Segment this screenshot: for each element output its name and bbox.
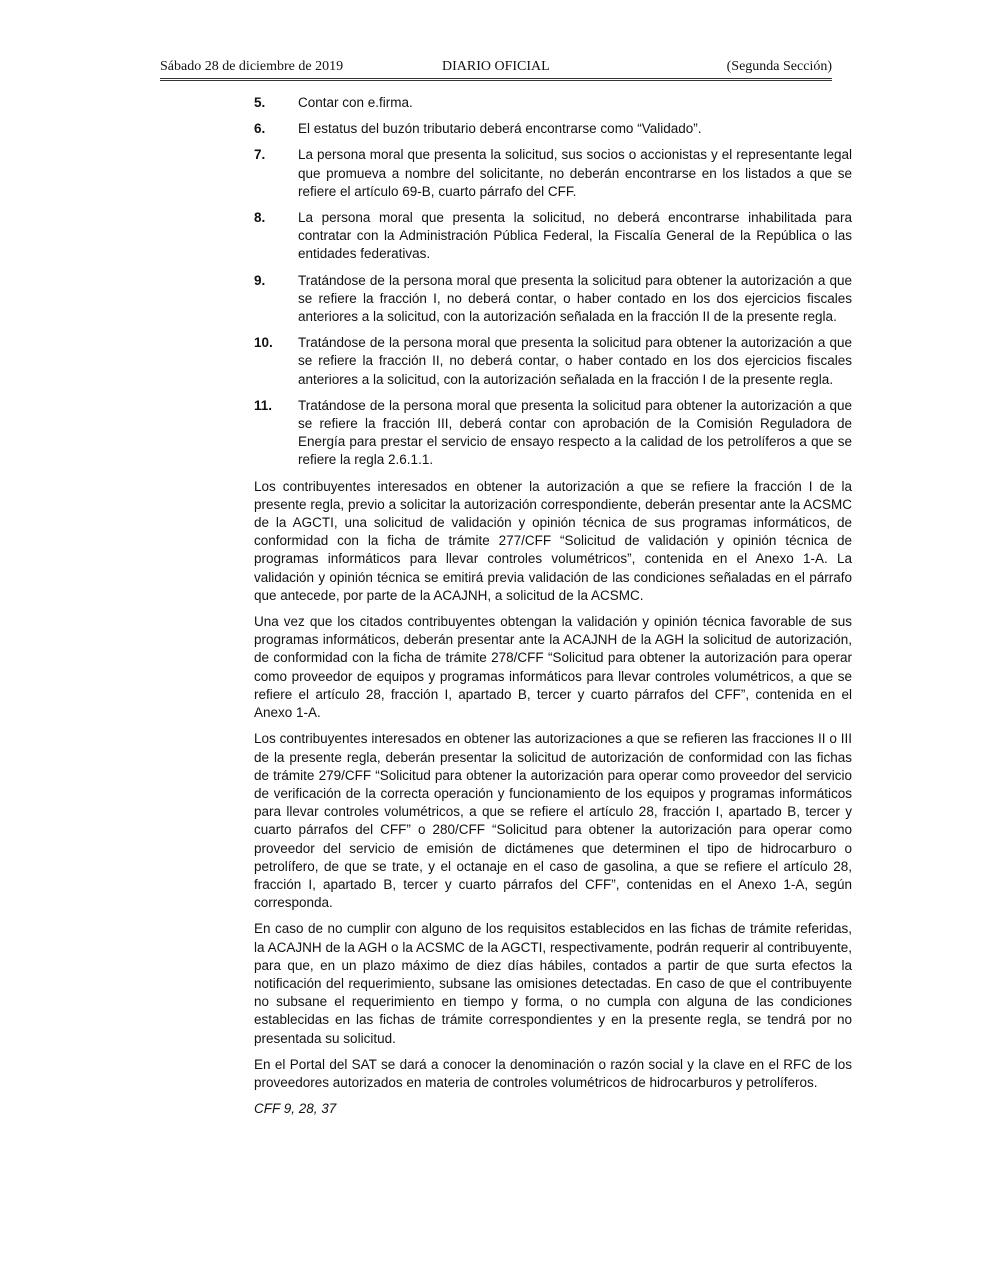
list-item [254,397,852,470]
item-number: 5. [254,95,266,110]
item-text: Contar con e.firma. [298,95,413,110]
list-item [254,120,852,138]
document-body [254,94,852,1118]
list-item [254,334,852,389]
item-text: El estatus del buzón tributario deberá encontrarse como “Validado”. [298,121,702,137]
item-text: La persona moral que presenta la solicitud, no deberá encontrarse inhabilitada para contratar con la Administración Pública Federal, la Fiscalía General de la República o las entidades federativas. [298,210,852,262]
item-text: Tratándose de la persona moral que presenta la solicitud para obtener la autorización a que se refiere la fracción I, no deberá contar, o haber contado en los dos ejercicios fiscales anteriores a la solicitud, con la autorización señalada en la fracción II de la presente regla. [298,272,852,325]
body-paragraph: En el Portal del SAT se dará a conocer la denominación o razón social y la clave en el RFC de los proveedores autorizados en materia de controles volumétricos de hidrocarburos y petrolíferos. [254,1056,852,1090]
list-item [254,94,852,112]
page-header [160,58,832,81]
item-number: 7. [254,147,266,163]
header-date: Sábado 28 de diciembre de 2019 [160,59,344,74]
header-title: DIARIO OFICIAL [442,59,550,74]
item-text: Tratándose de la persona moral que presenta la solicitud para obtener la autorización a que se refiere la fracción III, deberá contar con aprobación de la Comisión Reguladora de Energía para prestar el servicio de ensayo respecto a la calidad de los petrolíferos a que se refiere la regla 2.6.1.1. [298,397,852,468]
legal-reference: CFF 9, 28, 37 [254,1101,337,1117]
item-number: 9. [254,272,266,288]
list-item [254,272,852,327]
item-number: 8. [254,210,266,226]
item-number: 10. [254,335,273,351]
body-paragraph: En caso de no cumplir con alguno de los requisitos establecidos en las fichas de trámite referidas, la ACAJNH de la AGH o la ACSMC de la AGCTI, respectivamente, podrán requerir al contribuyente, para que, en un plazo máximo de diez días hábiles, contados a partir de que surta efectos la notificación del requerimiento, subsane las omisiones detectadas. En caso de que el contribuyente no subsane el requerimiento en tiempo y forma, o no cumpla con alguna de las condiciones establecidas en las fichas de trámite correspondientes y en la presente regla, se tendrá por no presentada su solicitud. [254,921,852,1046]
body-paragraph: Los contribuyentes interesados en obtener la autorización a que se refiere la fracción I de la presente regla, previo a solicitar la autorización correspondiente, deberán presentar ante la ACSMC de la AGCTI, una solicitud de validación y opinión técnica de sus programas informáticos, de conformidad con la ficha de trámite 277/CFF “Solicitud de validación y opinión técnica de programas informáticos para llevar controles volumétricos”, contenida en el Anexo 1-A. La validación y opinión técnica se emitirá previa validación de las condiciones señaladas en el párrafo que antecede, por parte de la ACAJNH, a solicitud de la ACSMC. [254,478,852,603]
list-item [254,209,852,264]
body-paragraph: Los contribuyentes interesados en obtener las autorizaciones a que se refieren las fracciones II o III de la presente regla, deberán presentar la solicitud de autorización de conformidad con las fichas de trámite 279/CFF “Solicitud para obtener la autorización para operar como proveedor del servicio de verificación de la correcta operación y funcionamiento de los equipos y programas informáticos para llevar controles volumétricos, a que se refiere el artículo 28, fracción I, apartado B, tercer y cuarto párrafos del CFF” o 280/CFF “Solicitud para obtener la autorización para operar como proveedor del servicio de emisión de dictámenes que determinen el tipo de hidrocarburo o petrolífero, de que se trate, y el octanaje en el caso de gasolina, a que se refiere el artículo 28, fracción I, apartado B, tercer y cuarto párrafos del CFF”, contenidas en el Anexo 1-A, según corresponda. [254,731,852,911]
item-number: 6. [254,121,266,137]
body-paragraph: Una vez que los citados contribuyentes obtengan la validación y opinión técnica favorable de sus programas informáticos, deberán presentar ante la ACAJNH de la AGH la solicitud de autorización, de conformidad con la ficha de trámite 278/CFF “Solicitud para obtener la autorización para operar como proveedor de equipos y programas informáticos para llevar controles volumétricos, a que se refiere el artículo 28, fracción I, apartado B, tercer y cuarto párrafos del CFF”, contenida en el Anexo 1-A. [254,614,852,721]
header-section: (Segunda Sección) [726,59,832,74]
item-text: Tratándose de la persona moral que presenta la solicitud para obtener la autorización a que se refiere la fracción II, no deberá contar, o haber contado en los dos ejercicios fiscales anteriores a la solicitud, con la autorización señalada en la fracción I de la presente regla. [298,335,852,387]
item-text: La persona moral que presenta la solicitud, sus socios o accionistas y el representante legal que promueva a nombre del solicitante, no deberán encontrarse en los listados a que se refiere el artículo 69-B, cuarto párrafo del CFF. [298,147,852,199]
item-number: 11. [254,397,273,413]
list-item [254,146,852,201]
